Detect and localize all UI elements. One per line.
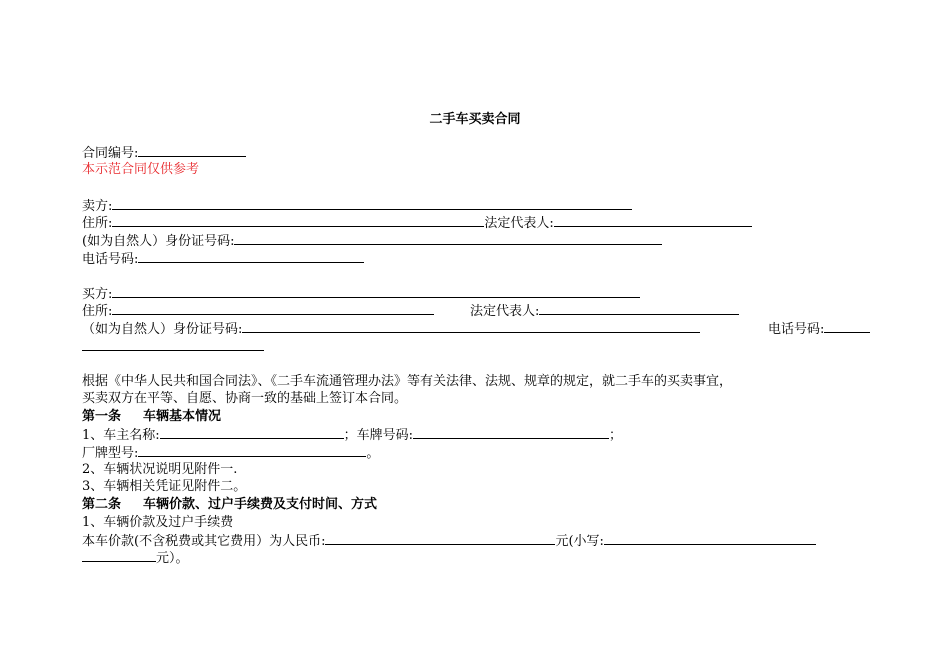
seller-id-label: (如为自然人）身份证号码: <box>82 234 235 249</box>
buyer-phone-continuation <box>82 338 264 356</box>
seller-label: 卖方: <box>82 199 113 214</box>
price-small-blank-cont[interactable] <box>82 549 156 562</box>
seller-phone-line <box>82 250 364 268</box>
contract-number-label: 合同编号: <box>82 146 139 161</box>
price-end: 元）。 <box>156 551 189 566</box>
article-1-number: 第一条 <box>82 409 122 424</box>
buyer-phone-label: 电话号码: <box>768 322 825 337</box>
seller-id-line <box>82 232 662 250</box>
model-blank[interactable] <box>138 444 366 457</box>
buyer-phone-blank-cont[interactable] <box>82 338 264 351</box>
seller-name-blank[interactable] <box>112 197 632 210</box>
model-label: 厂牌型号: <box>82 446 139 461</box>
document-title: 二手车买卖合同 <box>429 112 521 127</box>
buyer-rep-blank[interactable] <box>539 302 739 315</box>
seller-address-label: 住所: <box>82 216 113 231</box>
article-2-title: 车辆价款、过户手续费及支付时间、方式 <box>143 497 378 512</box>
seller-address-blank[interactable] <box>112 214 484 227</box>
buyer-label: 买方: <box>82 287 113 302</box>
contract-number-line <box>82 144 246 162</box>
buyer-rep-line <box>470 302 739 320</box>
intro-line-1: 根据《中华人民共和国合同法》、《二手车流通管理办法》等有关法律、法规、规章的规定，就二手车的买卖事宜， <box>82 374 733 389</box>
buyer-line <box>82 285 640 303</box>
seller-phone-blank[interactable] <box>138 250 364 263</box>
buyer-id-label: （如为自然人）身份证号码: <box>82 322 243 337</box>
buyer-rep-label: 法定代表人: <box>470 304 540 319</box>
article-2-number: 第二条 <box>82 497 122 512</box>
buyer-address-blank[interactable] <box>112 302 434 315</box>
article-1-item-2: 2、车辆状况说明见附件一. <box>82 462 238 477</box>
model-end: 。 <box>366 446 380 461</box>
seller-id-blank[interactable] <box>234 232 662 245</box>
owner-plate-line <box>82 426 622 444</box>
article-2-heading <box>82 496 377 513</box>
plate-blank[interactable] <box>413 426 609 439</box>
plate-end: ； <box>609 428 623 443</box>
sample-notice: 本示范合同仅供参考 <box>82 162 200 177</box>
seller-line <box>82 197 632 215</box>
seller-rep-label: 法定代表人: <box>484 216 554 231</box>
seller-address-line <box>82 214 752 232</box>
price-small-label: 元(小写: <box>555 534 604 549</box>
seller-rep-blank[interactable] <box>554 214 752 227</box>
owner-blank[interactable] <box>160 426 344 439</box>
article-1-heading <box>82 408 221 425</box>
price-line-continuation <box>82 549 189 567</box>
buyer-id-blank[interactable] <box>242 320 700 333</box>
price-label: 本车价款(不含税费或其它费用）为人民币: <box>82 534 326 549</box>
buyer-phone-line <box>768 320 870 338</box>
buyer-name-blank[interactable] <box>112 285 640 298</box>
price-small-blank[interactable] <box>604 532 816 545</box>
price-line <box>82 532 816 550</box>
article-2-item-1: 1、车辆价款及过户手续费 <box>82 515 234 530</box>
price-blank[interactable] <box>325 532 555 545</box>
buyer-address-line <box>82 302 434 320</box>
buyer-phone-blank[interactable] <box>824 320 870 333</box>
article-1-item-3: 3、车辆相关凭证见附件二。 <box>82 479 247 494</box>
seller-phone-label: 电话号码: <box>82 252 139 267</box>
intro-line-2: 买卖双方在平等、自愿、协商一致的基础上签订本合同。 <box>82 391 408 406</box>
model-line <box>82 444 379 462</box>
owner-label: 1、车主名称: <box>82 428 160 443</box>
buyer-id-line <box>82 320 700 338</box>
plate-label: ；车牌号码: <box>343 428 414 443</box>
contract-number-blank[interactable] <box>138 144 246 157</box>
article-1-title: 车辆基本情况 <box>143 409 222 424</box>
buyer-address-label: 住所: <box>82 304 113 319</box>
